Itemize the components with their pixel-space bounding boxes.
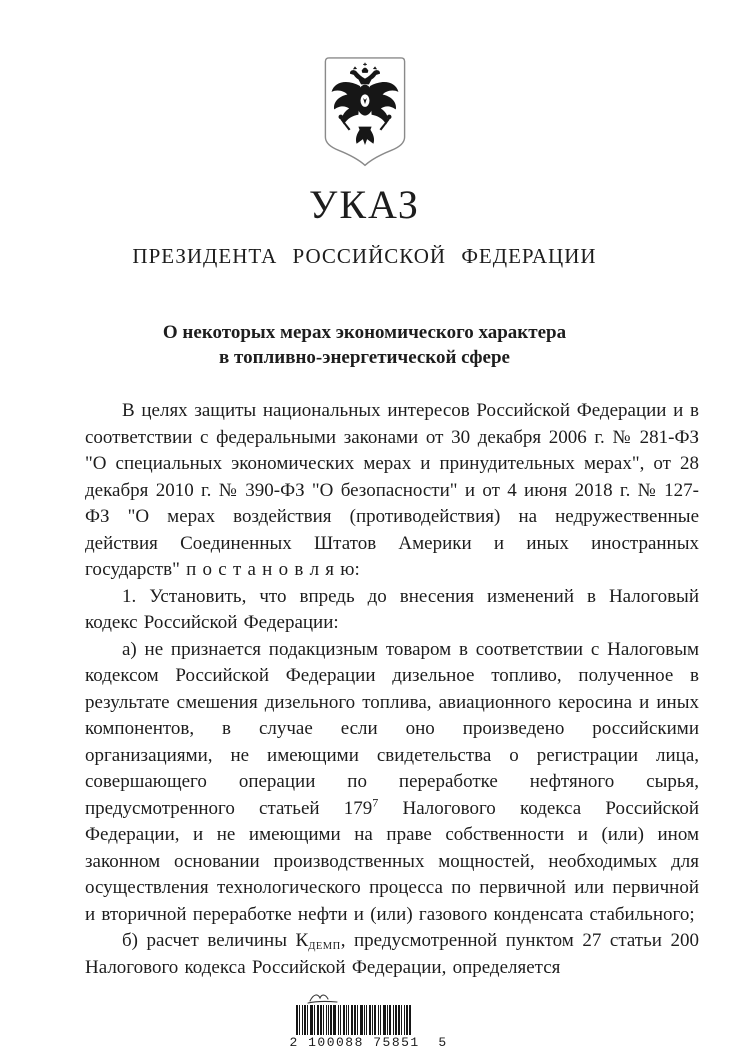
barcode-bar: [302, 1005, 303, 1035]
barcode-bar: [326, 1005, 327, 1035]
barcode-bar: [374, 1005, 376, 1035]
barcode-bar: [366, 1005, 367, 1035]
barcode-bar: [357, 1005, 358, 1035]
barcode-bar: [296, 1005, 298, 1035]
barcode-bar: [346, 1005, 347, 1035]
barcode-bar: [333, 1005, 336, 1035]
barcode-bar: [389, 1005, 391, 1035]
russian-coat-of-arms-icon: [321, 56, 409, 174]
subject-line-1: О некоторых мерах экономического характера: [162, 322, 567, 343]
barcode-bar: [369, 1005, 371, 1035]
superscript: 7: [372, 795, 379, 810]
barcode-digits: 2 100088 75851 5: [289, 1035, 448, 1050]
barcode-bar: [307, 1005, 308, 1035]
paragraph: В целях защиты национальных интересов Российской Федерации и в соответствии с федеральными законами от 30 декабря 2006 г. № 281-ФЗ "О специальных экономических мерах и принудительных мерах", от 28 декабря 2010 г. № 390-ФЗ "О безопасности" и от 4 июня 2018 г. № 127-ФЗ "О мерах воздействия (противодействия) на недружественные действия Соединенных Штатов Америки и иных иностранных государств" п о с т а н о в л я ю:: [85, 400, 699, 580]
document-subtitle: ПРЕЗИДЕНТА РОССИЙСКОЙ ФЕДЕРАЦИИ: [132, 244, 597, 268]
barcode-bar: [387, 1005, 388, 1035]
eagle-shield-graphic: [321, 56, 409, 169]
barcode-bar: [320, 1005, 322, 1035]
barcode-bar: [393, 1005, 394, 1035]
barcode-bar: [380, 1005, 381, 1035]
barcode-bar: [383, 1005, 386, 1035]
barcode-bar: [328, 1005, 329, 1035]
barcode-bar: [404, 1005, 405, 1035]
barcode-bar: [378, 1005, 379, 1035]
barcode-bar: [395, 1005, 397, 1035]
barcode-bar: [338, 1005, 339, 1035]
barcode-bar: [360, 1005, 363, 1035]
document-title: УКАЗ: [309, 182, 420, 227]
barcode-bars: [296, 1005, 440, 1035]
barcode-block: [289, 991, 448, 1050]
paragraph: а) не признается подакцизным товаром в соответствии с Налоговым кодексом Российской Федерации дизельное топливо, полученное в результате смешения дизельного топлива, авиационного керосина и иных компонентов, в случае если оно произведено российскими организациями, не имеющими свидетельства о регистрации лица, совершающего операции по переработке нефтяного сырья, предусмотренного статьей $179^7$ Налогового кодекса Российской Федерации, и не имеющими на праве собственности и (или) ином законном основании производственных мощностей, необходимых для осуществления технологического процесса по первичной или первичной и вторичной переработке нефти и (или) газового конденсата стабильного;: [85, 638, 699, 925]
paragraph: б) расчет величины $К_{ДЕМП}$, предусмотренной пунктом 27 статьи 200 Налогового кодекса Российской Федерации, определяется: [85, 930, 699, 978]
paragraph: 1. Установить, что впредь до внесения изменений в Налоговый кодекс Российской Федерации:: [85, 585, 699, 633]
barcode-bar: [354, 1005, 356, 1035]
barcode-bar: [304, 1005, 306, 1035]
barcode-bar: [343, 1005, 345, 1035]
barcode-bar: [323, 1005, 324, 1035]
barcode-bar: [372, 1005, 373, 1035]
document-body: [85, 398, 699, 981]
document-subject: [0, 320, 729, 370]
barcode-bar: [364, 1005, 365, 1035]
barcode-bar: [317, 1005, 319, 1035]
barcode-bar: [299, 1005, 300, 1035]
barcode-bar: [330, 1005, 332, 1035]
subscript: ДЕМП: [308, 941, 341, 952]
barcode-bar: [351, 1005, 353, 1035]
barcode-bar: [340, 1005, 341, 1035]
barcode-bar: [310, 1005, 313, 1035]
barcode-bar: [406, 1005, 408, 1035]
subject-line-2: в топливно-энергетической сфере: [219, 347, 510, 368]
barcode-bar: [409, 1005, 411, 1035]
handwritten-mark-icon: [304, 991, 344, 1005]
barcode-bar: [401, 1005, 402, 1035]
barcode-bar: [348, 1005, 349, 1035]
barcode-bar: [314, 1005, 315, 1035]
barcode-bar: [398, 1005, 400, 1035]
